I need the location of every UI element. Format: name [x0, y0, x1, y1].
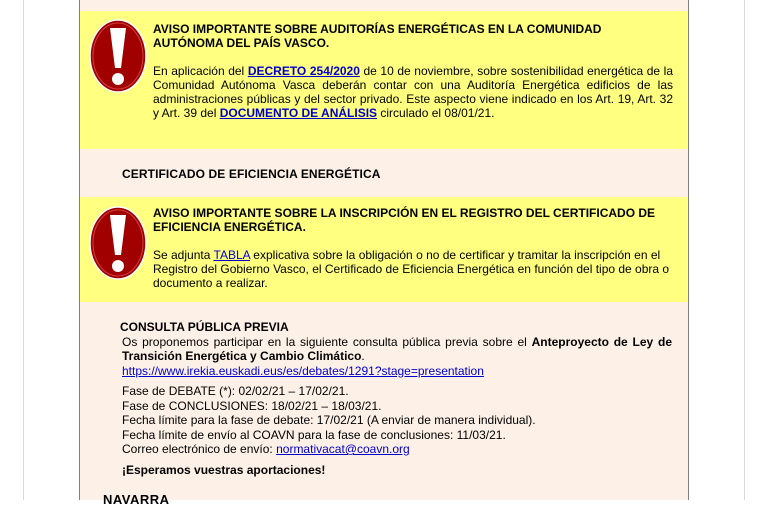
audit-notice-title: AVISO IMPORTANTE SOBRE AUDITORÍAS ENERGÉTICAS EN LA COMUNIDAD AUTÓNOMA DEL PAÍS VASCO. — [153, 22, 602, 50]
exclamation-alert-icon — [88, 18, 148, 94]
exclamation-alert-icon — [88, 205, 148, 281]
audit-text-2: de 10 de noviembre, sobre sostenibilidad energética de la Comunidad Autónoma Vasca deberán contar con una Auditoría Energética edificios de las administraciones públicas y del sector privado. Este aspecto viene indicado en los Art. 19, Art. 32 y Art. 39 del — [153, 64, 674, 120]
correo-email-link[interactable]: normativacat@coavn.org — [276, 442, 410, 456]
registro-text-2: explicativa sobre la obligación o no de certificar y tramitar la inscripción en el Registro del Gobierno Vasco, el Certificado de Eficiencia Energética en función del tipo de obra o documento a realizar. — [153, 248, 670, 290]
decreto-link[interactable]: DECRETO 254/2020 — [247, 64, 360, 78]
registro-notice-body — [153, 248, 673, 290]
closing-text: ¡Esperamos vuestras aportaciones! — [122, 462, 326, 477]
correo-label: Correo electrónico de envío: — [122, 442, 277, 456]
navarra-section-title: NAVARRA — [103, 492, 170, 507]
consulta-publica-block — [122, 320, 672, 477]
audit-text-1: En aplicación del — [153, 64, 248, 78]
audit-notice-content — [153, 22, 673, 120]
consulta-intro-text: Os proponemos participar en la siguiente consulta pública previa sobre el — [122, 334, 532, 349]
fase-conclusiones: Fase de CONCLUSIONES: 18/02/21 – 18/03/21. — [122, 398, 382, 413]
irekia-url-link[interactable]: https://www.irekia.euskadi.eus/es/debates/1291?stage=presentation — [122, 363, 484, 378]
registro-text-1: Se adjunta — [153, 248, 214, 262]
consulta-intro-end: . — [361, 349, 365, 363]
fase-debate: Fase de DEBATE (*): 02/02/21 – 17/02/21. — [122, 384, 349, 398]
anteproyecto-title: Anteproyecto de Ley de Transición Energética y Cambio Climático — [122, 334, 672, 363]
audit-notice-body — [153, 64, 673, 120]
tabla-link[interactable]: TABLA — [213, 248, 250, 262]
certificado-section-title: CERTIFICADO DE EFICIENCIA ENERGÉTICA — [122, 167, 381, 181]
documento-analisis-link[interactable]: DOCUMENTO DE ANÁLISIS — [219, 106, 378, 120]
consulta-intro — [122, 335, 672, 364]
registro-notice-content — [153, 206, 673, 290]
audit-text-3: circulado el 08/01/21. — [377, 106, 495, 120]
fecha-limite-coavn: Fecha límite de envío al COAVN para la fase de conclusiones: 11/03/21. — [122, 427, 506, 442]
correo-envio — [122, 442, 672, 457]
consulta-heading: CONSULTA PÚBLICA PREVIA — [120, 320, 289, 334]
fecha-limite-debate: Fecha límite para la fase de debate: 17/02/21 (A enviar de manera individual). — [122, 413, 536, 427]
registro-notice-title: AVISO IMPORTANTE SOBRE LA INSCRIPCIÓN EN EL REGISTRO DEL CERTIFICADO DE EFICIENCIA ENERGÉTICA. — [153, 206, 656, 234]
